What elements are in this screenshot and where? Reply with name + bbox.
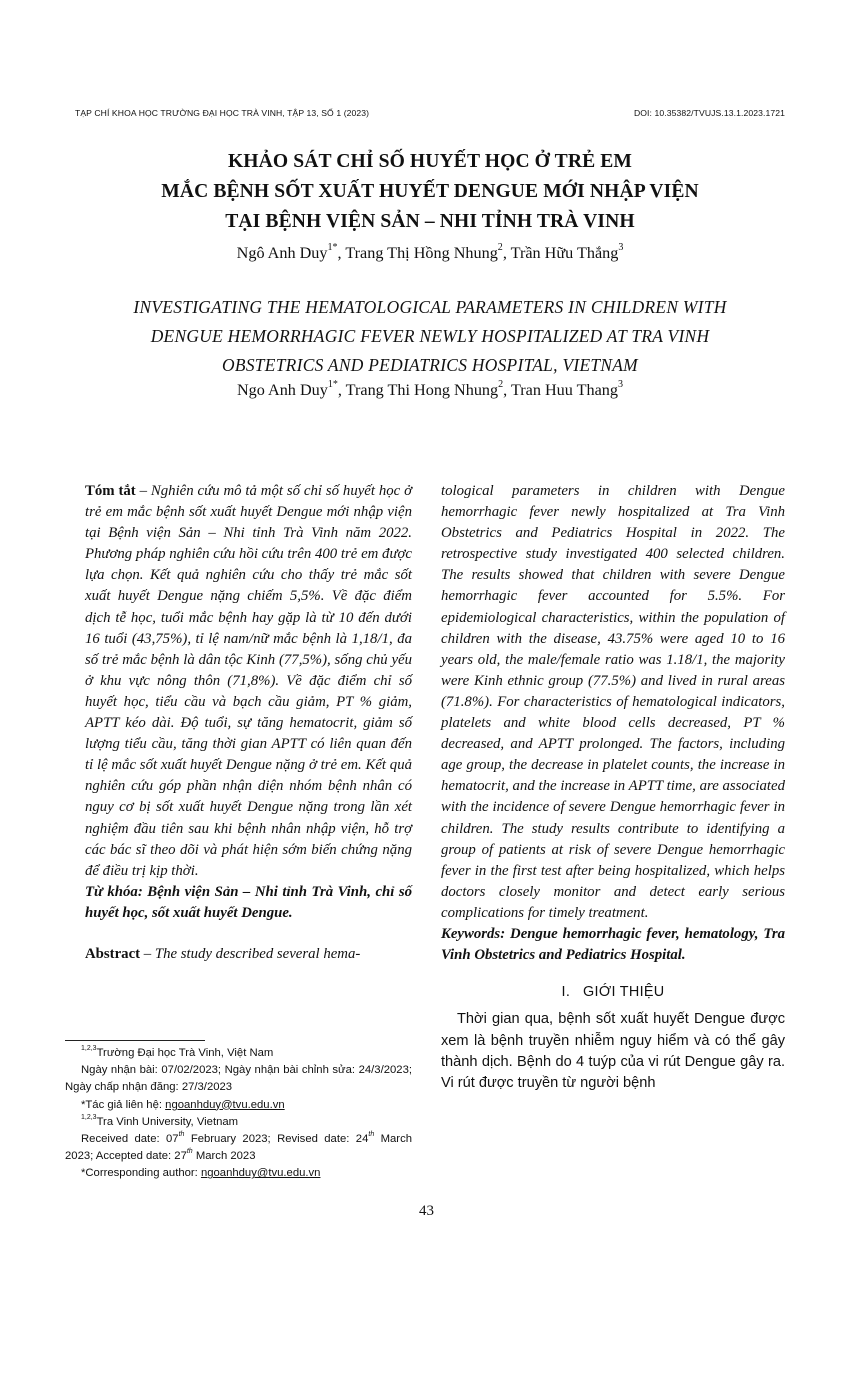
ordinal-suffix: th [368,1130,375,1138]
author-affiliation-mark: 1* [327,378,338,390]
doi-header: DOI: 10.35382/TVUJS.13.1.2023.1721 [633,108,785,118]
abstract-vietnamese [85,481,412,882]
author-affiliation-mark: 3 [617,378,623,390]
title-english [60,293,800,380]
journal-header: TẠP CHÍ KHOA HỌC TRƯỜNG ĐẠI HỌC TRÀ VINH, TẬP 13, SỐ 1 (2023) [75,108,370,118]
corresponding-email-link[interactable]: ngoanhduy@tvu.edu.vn [165,1098,285,1111]
section-heading [441,982,785,1003]
author-name: Ngô Anh Duy [236,244,328,262]
author-separator: , [337,381,346,399]
footnote-dates-vn: Ngày nhận bài: 07/02/2023; Ngày nhận bài chỉnh sửa: 24/3/2023; Ngày chấp nhận đăng: 27/3/2023 [65,1064,412,1094]
author-affiliation-mark: 2 [497,241,503,253]
keywords-vietnamese [85,882,412,924]
title-vn-line: TẠI BỆNH VIỆN SẢN – NHI TỈNH TRÀ VINH [225,211,635,232]
author-name: Trang Thị Hồng Nhung [345,244,498,262]
abstract-en-label: Abstract [85,945,141,962]
section-number: I. [561,984,571,1001]
abstract-en-text-left: The study described several hema- [154,945,361,962]
ordinal-suffix: th [186,1148,193,1156]
footnote-corresponding-en [65,1165,412,1182]
keywords-en-text: Dengue hemorrhagic fever, hematology, Tra Vinh Obstetrics and Pediatrics Hospital. [441,925,785,964]
title-en-line: OBSTETRICS AND PEDIATRICS HOSPITAL, VIETNAM [222,355,638,375]
affiliation-text: Tra Vinh University, Vietnam [96,1115,239,1128]
date-text: Received date: 07 [81,1133,179,1146]
author-name: Trần Hữu Thắng [510,244,619,262]
author-name: Trang Thi Hong Nhung [345,381,499,399]
author-affiliation-mark: 2 [498,378,504,390]
author-affiliation-mark: 3 [618,241,624,253]
keywords-vn-text: Bệnh viện Sản – Nhi tỉnh Trà Vinh, chỉ số huyết học, sốt xuất huyết Dengue. [85,883,412,921]
footnote-dates-en [65,1131,412,1165]
footnote-affiliation-en [65,1114,412,1131]
title-vn-line: MẮC BỆNH SỐT XUẤT HUYẾT DENGUE MỚI NHẬP VIỆN [161,181,699,202]
abstract-vn-label: Tóm tắt [85,483,136,499]
abstract-en-dash: – [140,945,155,962]
keywords-en-label: Keywords: [441,925,506,942]
abstract-vn-dash: – [135,483,151,499]
title-vietnamese [60,147,800,237]
affiliation-text: Trường Đại học Trà Vinh, Việt Nam [96,1047,274,1059]
affiliation-mark: 1,2,3 [81,1113,97,1121]
page-number: 43 [419,1203,434,1219]
abstract-vn-text: Nghiên cứu mô tả một số chỉ số huyết học ở trẻ em mắc bệnh sốt xuất huyết Dengue mới nhập viện tại Bệnh viện Sản – Nhi tỉnh Trà Vinh năm 2022. Phương pháp nghiên cứu hồi cứu trên 400 trẻ em được lựa chọn. Kết quả nghiên cứu cho thấy trẻ mắc sốt xuất huyết Dengue nặng chiếm 5,5%. Về đặc điểm dịch tễ học, tuổi mắc bệnh hay gặp là từ 10 đến dưới 16 tuổi (43,75%), tỉ lệ nam/nữ mắc bệnh là 1,18/1, đa số trẻ mắc bệnh là dân tộc Kinh (77,5%), sống chủ yếu ở khu vực nông thôn (71,8%). Về đặc điểm chỉ số huyết học, tiểu cầu và bạch cầu giảm, PT % giảm, APTT kéo dài. Độ tuổi, sự tăng hematocrit, giảm số lượng tiểu cầu, tăng thời gian APTT có liên quan đến tỉ lệ mắc sốt xuất huyết Dengue nặng ở trẻ em. Kết quả nghiên cứu góp phần nhận diện nhóm bệnh nhân có nguy cơ bị sốt xuất huyết Dengue nặng trong lần xét nghiệm đầu tiên sau khi bệnh nhân nhập viện, hỗ trợ các bác sĩ theo dõi và phát hiện sớm biến chứng nặng để điều trị kịp thời. [85,483,413,879]
abstract-english-continued: tological parameters in children with Dengue hemorrhagic fever newly hospitalized at Tra Vinh Obstetrics and Pediatrics Hospital in 2022. The retrospective study investigated 400 selected children. The results showed that children with severe Dengue hemorrhagic fever accounted for 5.5%. For epidemiological characteristics, within the population of children with the disease, 43.75% were aged 10 to 16 years old, the male/female ratio was 1.18/1, the majority were Kinh ethnic group (77.5%) and lived in rural areas (71.8%). For characteristics of hematological indicators, platelets and white blood cells decreased, PT % decreased, and APTT prolonged. The factors, including age group, the decrease in platelet counts, the increase in hematocrit, and the increase in APTT time, are associated with the incidence of severe Dengue hemorrhagic fever in children. The study results contribute to identifying a group of patients at risk of severe Dengue hemorrhagic fever in the first test after being hospitalized, which helps doctors closely monitor and detect early serious complications for timely treatment. [441,483,785,921]
left-column [85,481,412,965]
authors-english [60,378,800,400]
keywords-vn-label: Từ khóa: [85,883,143,900]
section-title-text: GIỚI THIỆU [583,984,665,1001]
footnotes [65,1045,412,1183]
title-vn-line: KHẢO SÁT CHỈ SỐ HUYẾT HỌC Ở TRẺ EM [227,151,633,172]
abstract-english-start [85,944,412,965]
footnote-divider [65,1040,205,1041]
affiliation-mark: 1,2,3 [81,1044,97,1052]
footnote-affiliation-vn [65,1045,412,1062]
author-name: Ngo Anh Duy [236,381,328,399]
date-text: March 2023 [192,1150,256,1163]
corresponding-label: *Tác giả liên hệ: [81,1098,166,1111]
author-name: Tran Huu Thang [510,381,618,399]
right-column [441,481,785,1095]
title-en-line: DENGUE HEMORRHAGIC FEVER NEWLY HOSPITALIZED AT TRA VINH [150,326,710,346]
author-separator: , [502,244,511,262]
authors-vietnamese [60,241,800,263]
ordinal-suffix: th [178,1130,185,1138]
date-text: February 2023; Revised date: 24 [184,1133,369,1146]
corresponding-email-link[interactable]: ngoanhduy@tvu.edu.vn [200,1167,321,1180]
author-affiliation-mark: 1* [327,241,338,253]
author-separator: , [503,381,511,399]
footnote-corresponding-vn [65,1097,412,1114]
author-separator: , [337,244,346,262]
title-en-line: INVESTIGATING THE HEMATOLOGICAL PARAMETERS IN CHILDREN WITH [133,297,727,317]
introduction-paragraph: Thời gian qua, bệnh sốt xuất huyết Dengue được xem là bệnh truyền nhiễm nguy hiểm và có thể gây thành dịch. Bệnh do 4 tuýp của vi rút Dengue gây ra. Vi rút được truyền từ người bệnh [441,1011,785,1092]
date-text: March 2023; Accepted date: 27 [65,1133,412,1163]
keywords-english [441,924,785,966]
corresponding-label: *Corresponding author: [81,1167,201,1180]
